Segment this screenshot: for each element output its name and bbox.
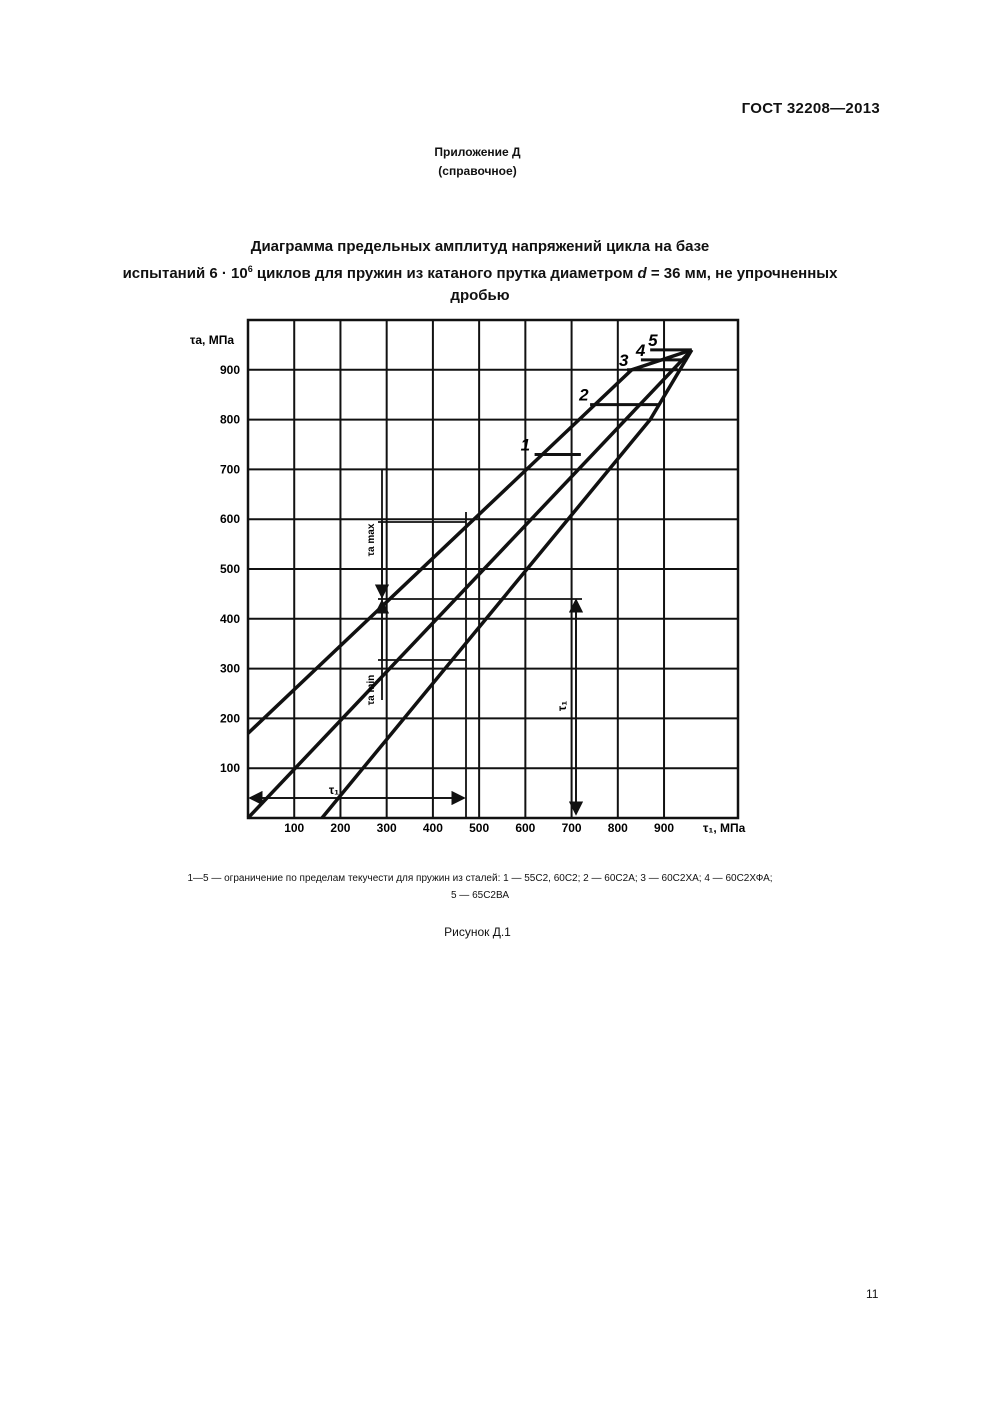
series-line-1 xyxy=(248,350,692,733)
figure-caption xyxy=(70,870,890,904)
y-tick-label-1: 200 xyxy=(219,711,240,726)
x-tick-label-2: 300 xyxy=(376,821,397,835)
figure-title-line-3: дробью xyxy=(450,287,510,304)
annotation-tau-1-horizontal: τ₁ xyxy=(328,783,340,797)
annotation-tau-a-max: τa max xyxy=(366,523,377,557)
caption-line-1: 1—5 — ограничение по пределам текучести для пружин из сталей: 1 — 55С2, 60С2; 2 — 60С2А; 3 — 60С2ХА; 4 — 60С2ХФА; xyxy=(187,873,773,884)
y-axis-label: τa, МПа xyxy=(190,333,234,347)
appendix-note: (справочное) xyxy=(438,164,517,178)
y-tick-label-6: 700 xyxy=(219,462,240,477)
annotation-tau-1-vertical: τ₁ xyxy=(555,700,569,712)
y-tick-label-3: 400 xyxy=(219,611,240,626)
x-axis-label: τ₁, МПа xyxy=(703,821,746,835)
y-tick-label-2: 300 xyxy=(219,661,240,676)
y-tick-label-0: 100 xyxy=(219,761,240,776)
yield-limit-label-1: 1 xyxy=(520,435,531,455)
figure-title-exponent: 6 xyxy=(247,264,253,274)
annotation-tau-a-min: τa min xyxy=(366,674,377,706)
x-tick-label-4: 500 xyxy=(469,821,490,835)
y-tick-label-5: 600 xyxy=(219,512,240,527)
figure-title-d: d xyxy=(637,265,647,282)
figure-title-line-1: Диаграмма предельных амплитуд напряжений цикла на базе xyxy=(250,238,710,255)
figure-title-part-c: = 36 мм, не упрочненных xyxy=(646,265,838,282)
x-tick-label-1: 200 xyxy=(330,821,351,835)
yield-limit-label-3: 3 xyxy=(619,350,629,370)
y-tick-label-7: 800 xyxy=(219,412,240,427)
x-tick-label-5: 600 xyxy=(515,821,536,835)
document-code: ГОСТ 32208—2013 xyxy=(741,100,880,117)
x-tick-label-8: 900 xyxy=(654,821,675,835)
figure-title-part-a: испытаний 6 · 10 xyxy=(122,265,248,282)
y-tick-label-8: 900 xyxy=(219,362,240,377)
yield-limit-label-2: 2 xyxy=(579,385,589,405)
y-tick-label-4: 500 xyxy=(219,562,240,576)
appendix-title: Приложение Д xyxy=(434,145,521,159)
figure-title-part-b: циклов для пружин из катаного прутка диаметром xyxy=(252,265,638,282)
caption-line-2: 5 — 65С2ВА xyxy=(450,890,510,901)
figure-label: Рисунок Д.1 xyxy=(444,925,511,939)
yield-limit-label-5: 5 xyxy=(648,330,658,350)
x-tick-label-6: 700 xyxy=(561,821,582,835)
x-tick-label-3: 400 xyxy=(422,821,443,835)
yield-limit-label-4: 4 xyxy=(635,340,646,360)
x-tick-label-0: 100 xyxy=(284,821,305,835)
page-number: 11 xyxy=(866,1287,879,1301)
x-tick-label-7: 800 xyxy=(607,821,628,835)
